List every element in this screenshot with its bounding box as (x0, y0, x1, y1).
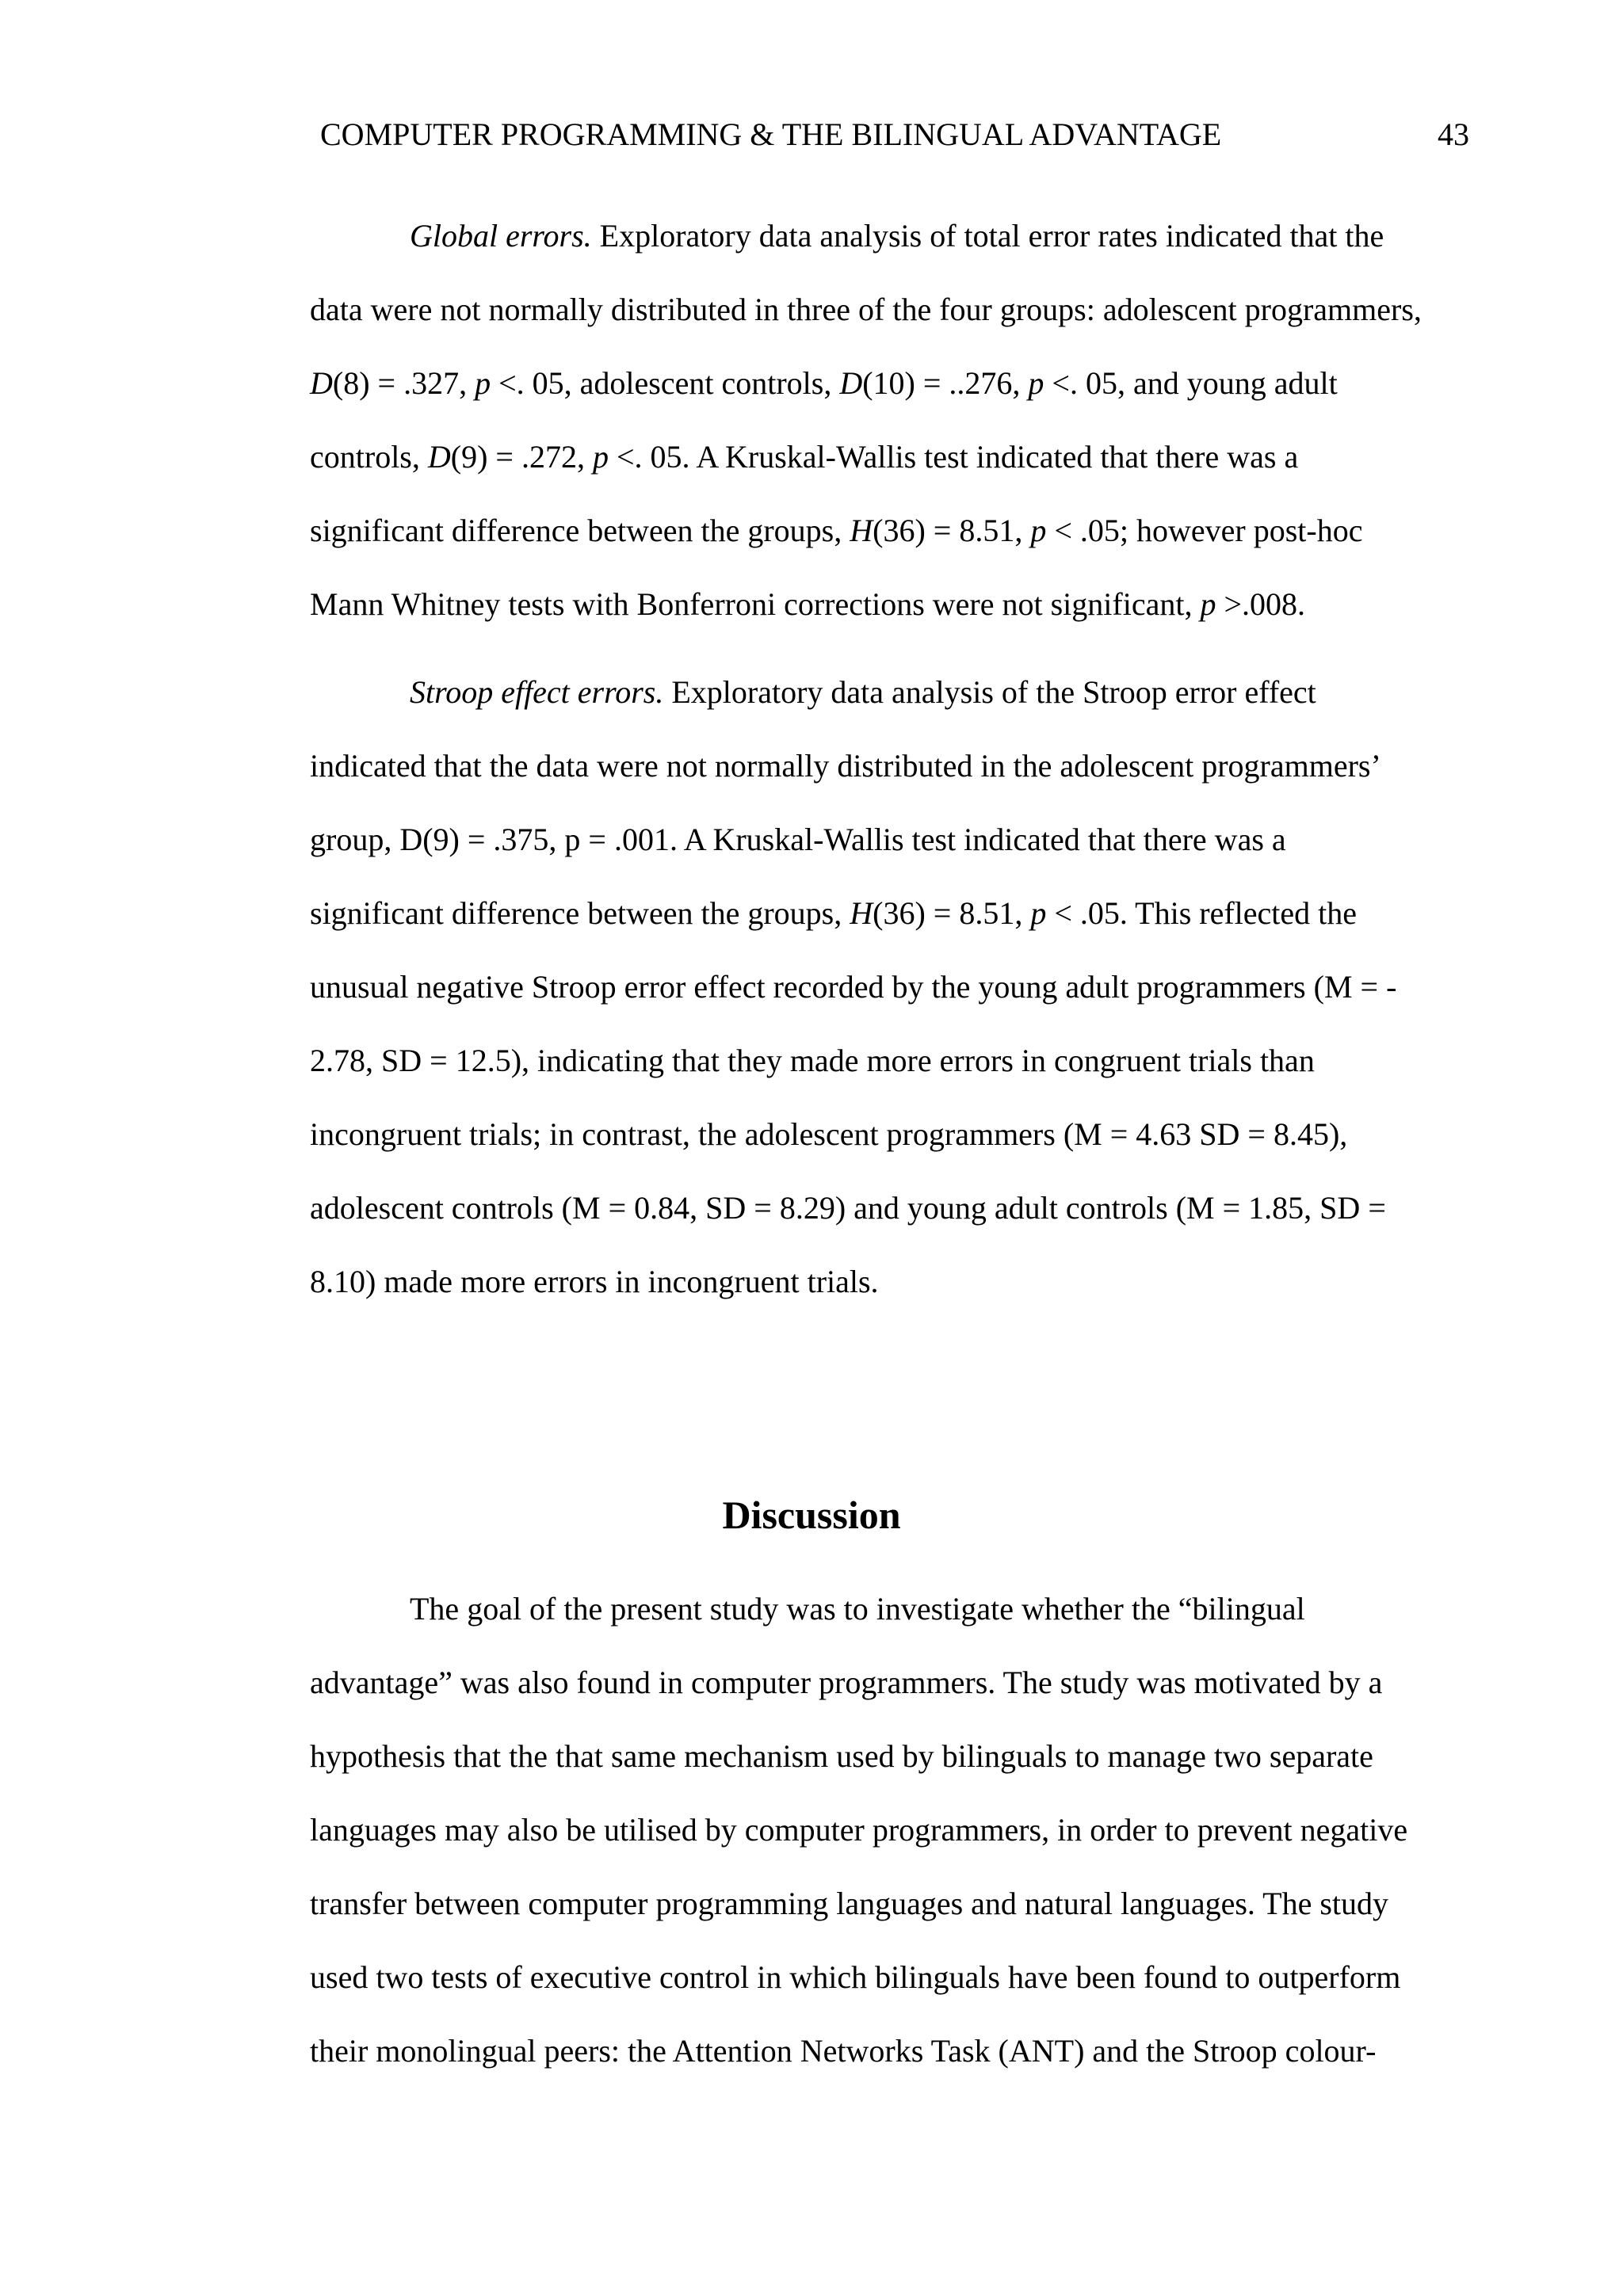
global-errors-line-6 (310, 582, 1305, 627)
text-span: significant difference between the groups, (310, 895, 850, 931)
stroop-errors-line-4 (310, 891, 1357, 936)
discussion-line-2: advantage” was also found in computer programmers. The study was motivated by a (310, 1665, 1383, 1700)
running-head (320, 113, 1469, 157)
stat-symbol: D (839, 365, 863, 401)
global-errors-line-2: data were not normally distributed in three of the four groups: adolescent programmers, (310, 292, 1422, 327)
stat-symbol: D (310, 365, 333, 401)
discussion-line-6: used two tests of executive control in which bilinguals have been found to outperform (310, 1959, 1401, 1995)
global-errors-line-1 (410, 214, 1384, 258)
running-title: COMPUTER PROGRAMMING & THE BILINGUAL ADVANTAGE (320, 116, 1222, 152)
stroop-errors-heading: Stroop effect errors. (410, 674, 664, 710)
stat-symbol: p (475, 365, 491, 401)
stroop-errors-line-9: 8.10) made more errors in incongruent trials. (310, 1264, 879, 1299)
stroop-errors-line-1 (410, 670, 1316, 715)
discussion-line-4: languages may also be utilised by computer programmers, in order to prevent negative (310, 1812, 1408, 1848)
text-span: (36) = 8.51, (873, 895, 1031, 931)
global-errors-heading: Global errors. (410, 218, 592, 254)
page-number: 43 (1438, 116, 1469, 152)
text-span: (10) = ..276, (862, 365, 1029, 401)
global-errors-line-5 (310, 509, 1362, 553)
text-span: <. 05. A Kruskal-Wallis test indicated that there was a (608, 439, 1299, 475)
text-span: (9) = .272, (450, 439, 593, 475)
stroop-errors-line-8: adolescent controls (M = 0.84, SD = 8.29) and young adult controls (M = 1.85, SD = (310, 1190, 1386, 1226)
stat-symbol: p (592, 439, 609, 475)
discussion-line-3: hypothesis that the that same mechanism used by bilinguals to manage two separate (310, 1738, 1373, 1774)
text-span: <. 05, adolescent controls, (491, 365, 840, 401)
discussion-line-1: The goal of the present study was to investigate whether the “bilingual (410, 1591, 1305, 1627)
stat-symbol: p (1030, 895, 1047, 931)
stroop-errors-line-7: incongruent trials; in contrast, the adolescent programmers (M = 4.63 SD = 8.45), (310, 1116, 1348, 1152)
stroop-errors-text: Exploratory data analysis of the Stroop error effect (663, 674, 1316, 710)
stroop-errors-line-3: group, D(9) = .375, p = .001. A Kruskal-Wallis test indicated that there was a (310, 822, 1286, 857)
text-span: Mann Whitney tests with Bonferroni corrections were not significant, (310, 586, 1201, 622)
discussion-line-7: their monolingual peers: the Attention Networks Task (ANT) and the Stroop colour- (310, 2033, 1377, 2069)
text-span: significant difference between the groups, (310, 513, 850, 548)
stat-symbol: H (850, 513, 873, 548)
text-span: < .05; however post-hoc (1046, 513, 1363, 548)
section-heading-discussion: Discussion (722, 1493, 901, 1537)
stroop-errors-line-2: indicated that the data were not normally distributed in the adolescent programmers’ (310, 748, 1381, 784)
stat-symbol: p (1028, 365, 1044, 401)
stat-symbol: p (1200, 586, 1216, 622)
text-span: controls, (310, 439, 428, 475)
global-errors-text: Exploratory data analysis of total error rates indicated that the (591, 218, 1384, 254)
stat-symbol: D (427, 439, 451, 475)
global-errors-line-3 (310, 361, 1338, 406)
text-span: (36) = 8.51, (873, 513, 1031, 548)
text-span: (8) = .327, (332, 365, 475, 401)
stroop-errors-line-5: unusual negative Stroop error effect recorded by the young adult programmers (M = - (310, 969, 1397, 1005)
text-span: >.008. (1216, 586, 1305, 622)
stroop-errors-line-6: 2.78, SD = 12.5), indicating that they made more errors in congruent trials than (310, 1043, 1315, 1078)
global-errors-line-4 (310, 435, 1298, 479)
stat-symbol: H (850, 895, 873, 931)
discussion-line-5: transfer between computer programming languages and natural languages. The study (310, 1886, 1389, 1921)
stat-symbol: p (1030, 513, 1047, 548)
text-span: <. 05, and young adult (1044, 365, 1338, 401)
text-span: < .05. This reflected the (1046, 895, 1358, 931)
